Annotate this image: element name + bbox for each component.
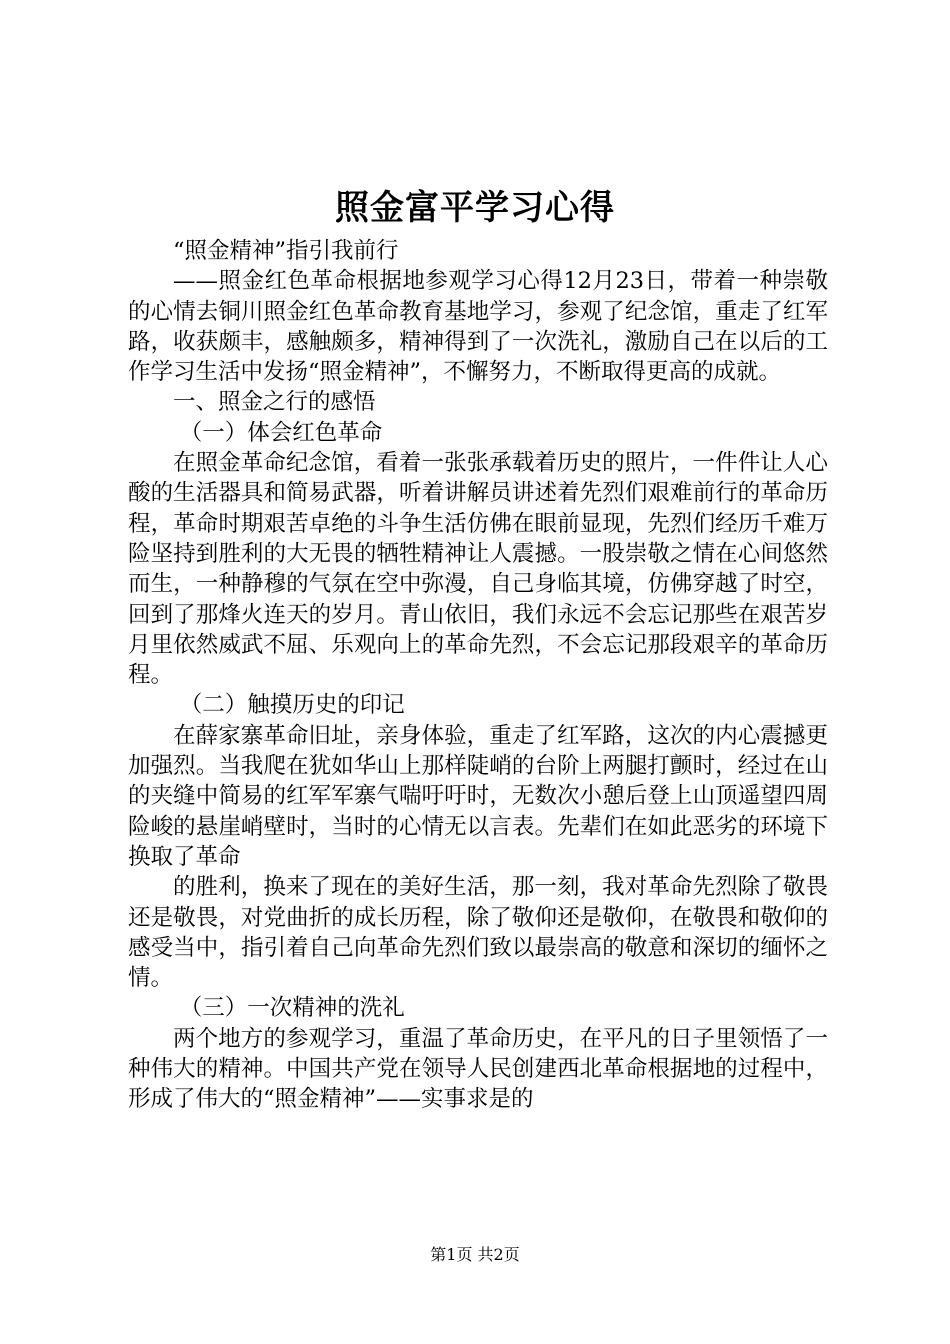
subsection-heading-3: （三）一次精神的洗礼 — [179, 995, 405, 1022]
section-heading-1: 一、照金之行的感悟 — [173, 389, 376, 416]
subsection-heading-1: （一）体会红色革命 — [179, 419, 383, 446]
paragraph-body-2: 在薛家寨革命旧址，亲身体验，重走了红军路，这次的内心震撼更加强烈。当我爬在犹如华山上那样陡峭的台阶上两腿打颤时，经过在山的夹缝中简易的红军军寨气喘吁吁时，无数次小憩后登上山顶遥望四周险峻的悬崖峭壁时，当时的心情无以言表。先辈们在如此恶劣的环境下换取了革命 — [128, 722, 828, 870]
paragraph-body-4: 两个地方的参观学习，重温了革命历史，在平凡的日子里领悟了一种伟大的精神。中国共产党在领导人民创建西北革命根据地的过程中，形成了伟大的“照金精神”——实事求是的 — [128, 1025, 828, 1113]
document-body — [128, 236, 828, 1115]
paragraph-intro: ——照金红色革命根据地参观学习心得12月23日，带着一种崇敬的心情去铜川照金红色革命教育基地学习，参观了纪念馆，重走了红军路，收获颇丰，感触颇多，精神得到了一次洗礼，激励自己在以后的工作学习生活中发扬“照金精神”，不懈努力，不断取得更高的成就。 — [128, 268, 828, 386]
paragraph-body-3: 的胜利，换来了现在的美好生活，那一刻，我对革命先烈除了敬畏还是敬畏，对党曲折的成长历程，除了敬仰还是敬仰，在敬畏和敬仰的感受当中，指引着自己向革命先烈们致以最崇高的敬意和深切的缅怀之情。 — [128, 874, 828, 992]
document-title: 照金富平学习心得 — [335, 188, 615, 228]
page-number-footer: 第1页 共2页 — [430, 1245, 520, 1264]
subsection-heading-2: （二）触摸历史的印记 — [179, 692, 405, 719]
paragraph-body-1: 在照金革命纪念馆，看着一张张承载着历史的照片，一件件让人心酸的生活器具和简易武器，听着讲解员讲述着先烈们艰难前行的革命历程，革命时期艰苦卓绝的斗争生活仿佛在眼前显现，先烈们经历千难万险坚持到胜利的大无畏的牺牲精神让人震撼。一股崇敬之情在心间悠然而生，一种静穆的气氛在空中弥漫，自己身临其境，仿佛穿越了时空，回到了那烽火连天的岁月。青山依旧，我们永远不会忘记那些在艰苦岁月里依然威武不屈、乐观向上的革命先烈，不会忘记那段艰辛的革命历程。 — [128, 450, 828, 689]
paragraph-subtitle: “照金精神”指引我前行 — [173, 238, 399, 264]
